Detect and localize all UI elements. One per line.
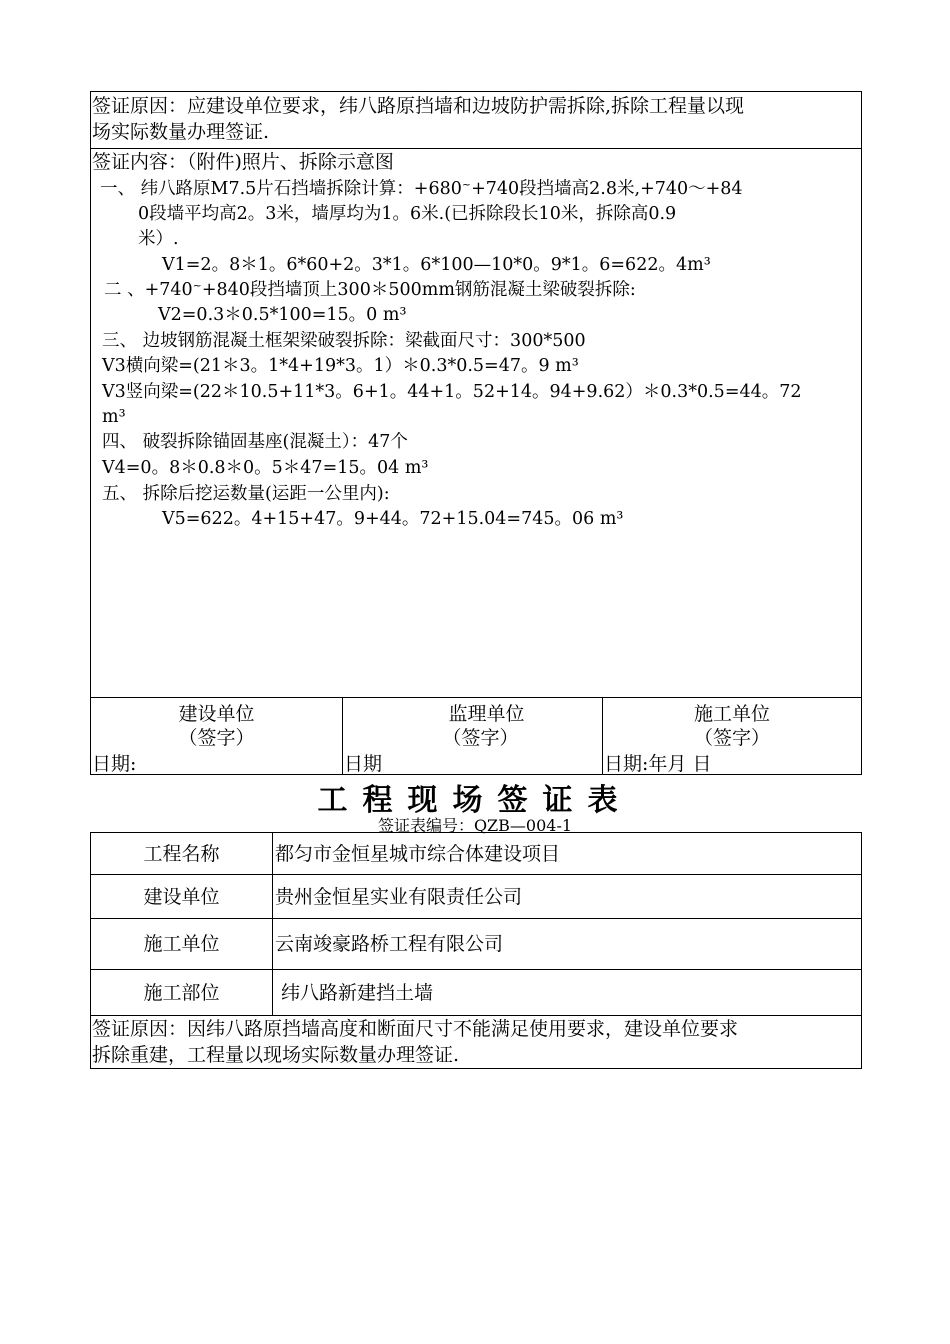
value-location: 纬八路新建挡土墙 — [275, 982, 434, 1004]
item2-text-a: 二 、+740 — [104, 280, 193, 300]
sign-date-supervision: 日期 — [344, 753, 383, 775]
item4-line: 四、 破裂拆除锚固基座(混凝土）：47个 — [102, 432, 408, 452]
sign-unit-construction: 建设单位 — [178, 703, 255, 725]
formula-v5: V5=622。4+15+47。9+44。72+15.04=745。06 m³ — [162, 509, 624, 529]
item1-text-a: 一、 纬八路原M7.5片石挡墙拆除计算：+680 — [100, 179, 462, 199]
form-title: 工程现场签证表 — [317, 783, 633, 818]
item1-line-2: 0段墙平均高2。3米，墙厚均为1。6米.(已拆除段长10米，拆除高0.9 — [138, 204, 677, 224]
sign-label-contractor: （签字） — [693, 727, 770, 749]
form-reason-line-2: 拆除重建，工程量以现场实际数量办理签证. — [92, 1044, 460, 1066]
formula-v1: V1=2。8＊1。6*60+2。3*1。6*100—10*0。9*1。6=622。4m³ — [162, 255, 711, 275]
label-location: 施工部位 — [143, 982, 220, 1004]
formula-v2: V2=0.3＊0.5*100=15。0 m³ — [158, 305, 407, 325]
formula-v3-vertical-line-1: V3竖向梁=(22＊10.5+11*3。6+1。44+1。52+14。94+9.62）＊0.3*0.5=44。72 — [102, 382, 802, 402]
reason-line-1: 签证原因：应建设单位要求，纬八路原挡墙和边坡防护需拆除,拆除工程量以现 — [92, 95, 745, 117]
item1-text-b: +740段挡墙高2.8米,+740～+84 — [471, 179, 743, 199]
item3-line: 三、 边坡钢筋混凝土框架梁破裂拆除：梁截面尺寸：300*500 — [102, 331, 586, 351]
sign-unit-supervision: 监理单位 — [448, 703, 525, 725]
item2-text-b: +840段挡墙顶上300＊500mm钢筋混凝土梁破裂拆除: — [201, 280, 636, 300]
sign-label-construction: （签字） — [178, 727, 255, 749]
label-contractor: 施工单位 — [143, 933, 220, 955]
formula-v4: V4=0。8＊0.8＊0。5＊47=15。04 m³ — [102, 458, 429, 478]
form-number: 签证表编号：QZB—004-1 — [377, 816, 573, 835]
value-project-name: 都匀市金恒星城市综合体建设项目 — [275, 843, 561, 865]
item1-line-3: 米）. — [138, 229, 179, 249]
label-owner: 建设单位 — [143, 886, 220, 908]
item1-line-1 — [100, 177, 743, 201]
tilde-mark: ~ — [461, 178, 472, 191]
item5-line: 五、 拆除后挖运数量(运距一公里内): — [102, 484, 390, 504]
item2-line — [104, 278, 636, 302]
tilde-mark: ~ — [192, 279, 202, 292]
sign-date-construction: 日期: — [92, 753, 137, 775]
content-cell — [90, 148, 862, 698]
content-heading: 签证内容：（附件)照片、拆除示意图 — [92, 151, 394, 173]
sign-label-supervision: （签字） — [442, 727, 519, 749]
label-project-name: 工程名称 — [143, 843, 220, 865]
value-owner: 贵州金恒星实业有限责任公司 — [275, 886, 523, 908]
sign-unit-contractor: 施工单位 — [693, 703, 770, 725]
form-reason-line-1: 签证原因：因纬八路原挡墙高度和断面尺寸不能满足使用要求，建设单位要求 — [92, 1018, 739, 1040]
formula-v3-horizontal: V3横向梁=(21＊3。1*4+19*3。1）＊0.3*0.5=47。9 m³ — [102, 356, 579, 376]
formula-v3-vertical-line-2: m³ — [102, 407, 126, 427]
value-contractor: 云南竣豪路桥工程有限公司 — [275, 933, 504, 955]
reason-line-2: 场实际数量办理签证. — [92, 121, 270, 143]
sign-date-contractor: 日期:年月 日 — [604, 753, 712, 775]
